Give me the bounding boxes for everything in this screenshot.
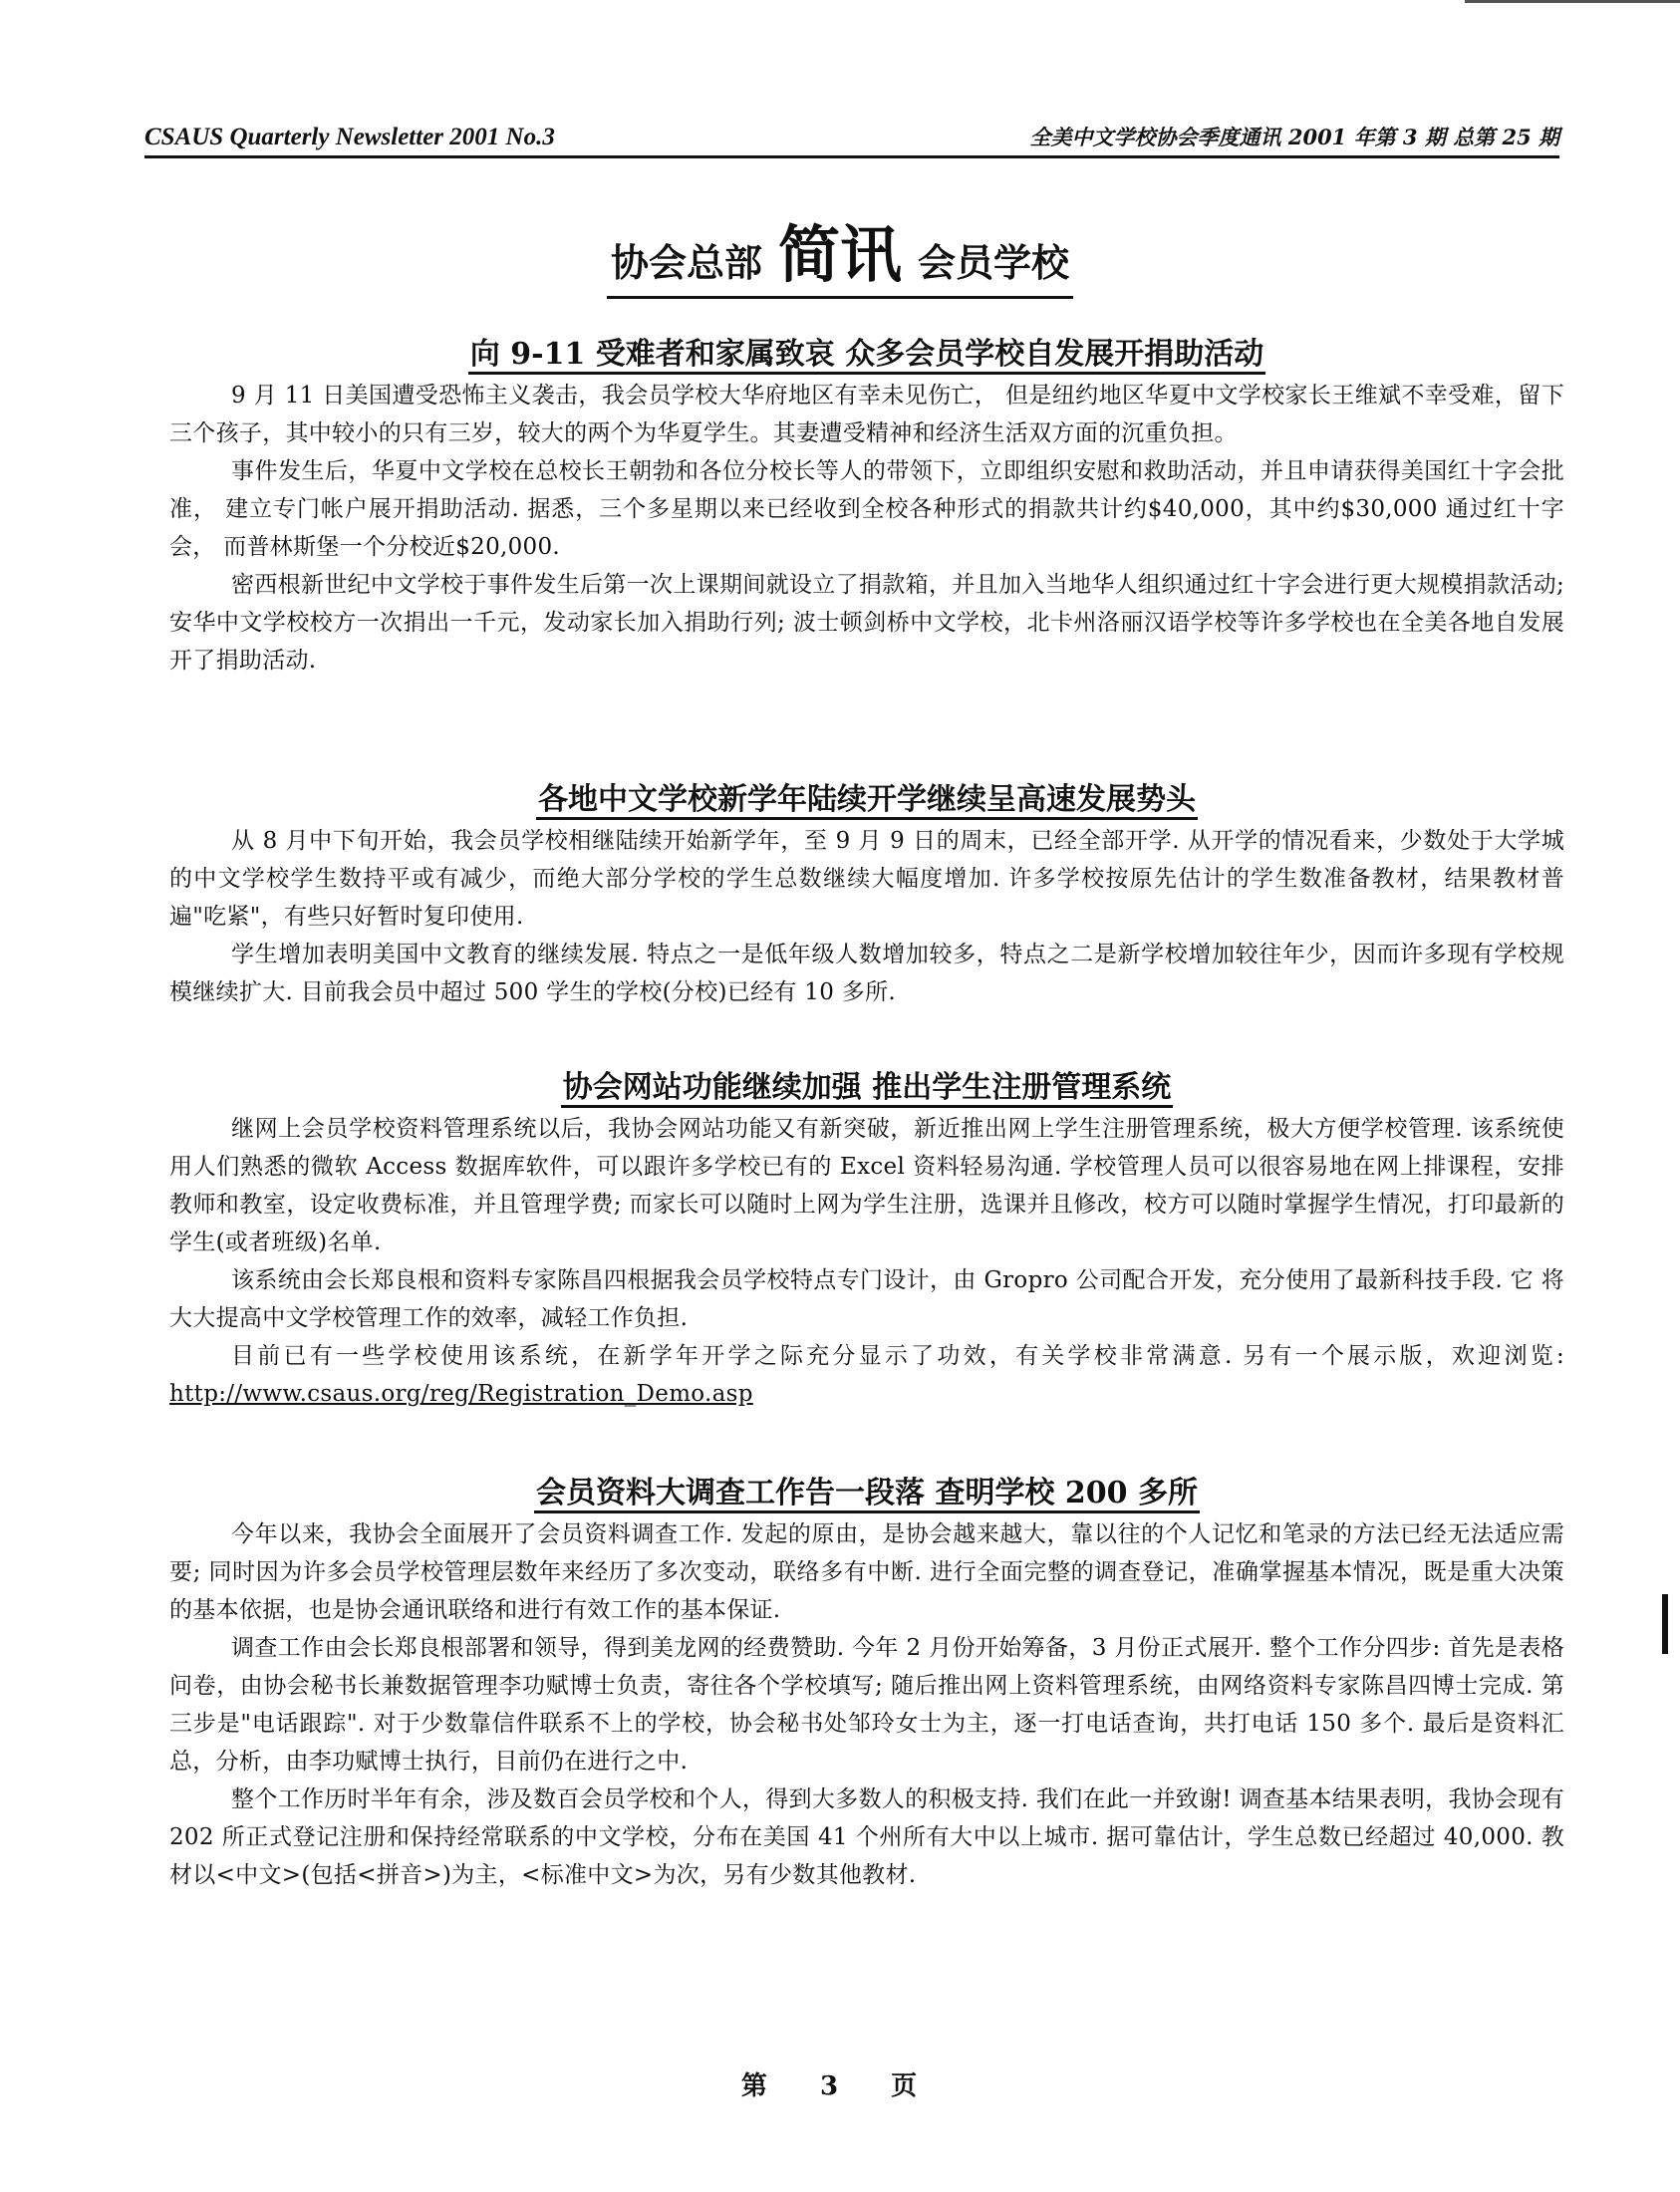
article-paragraph: 学生增加表明美国中文教育的继续发展. 特点之一是低年级人数增加较多，特点之二是新学校增加较往年少，因而许多现有学校规模继续扩大. 目前我会员中超过 500 学生的学校(分校)已经有 10 多所.: [169, 942, 1564, 1005]
article-title: 向 9-11 受难者和家属致哀 众多会员学校自发展开捐助活动: [169, 329, 1564, 373]
masthead: [0, 205, 1680, 299]
masthead-center: 简讯: [777, 218, 902, 291]
article-paragraph: 调查工作由会长郑良根部署和领导，得到美龙网的经费赞助. 今年 2 月份开始筹备，3 月份正式展开. 整个工作分四步: 首先是表格问卷，由协会秘书长兼数据管理李功赋博士负责，寄往各个学校填写; 随后推出网上资料管理系统，由网络资料专家陈昌四博士完成. 第三步是"电话跟踪". 对于少数靠信件联系不上的学校，协会秘书处邹玲女士为主，逐一打电话查询，共打电话 150 多个. 最后是资料汇总，分析，由李功赋博士执行，目前仍在进行之中.: [169, 1635, 1565, 1775]
article-title: 会员资料大调查工作告一段落 查明学校 200 多所: [169, 1468, 1564, 1511]
article-paragraph: 今年以来，我协会全面展开了会员资料调查工作. 发起的原由，是协会越来越大，靠以往的个人记忆和笔录的方法已经无法适应需要; 同时因为许多会员学校管理层数年来经历了多次变动，联络多有中断. 进行全面完整的调查登记，准确掌握基本情况，既是重大决策的基本依据，也是协会通讯联络和进行有效工作的基本保证.: [169, 1521, 1564, 1623]
article-paragraph: 目前已有一些学校使用该系统，在新学年开学之际充分显示了功效，有关学校非常满意. 另有一个展示版，欢迎浏览: http://www.csaus.org/reg/Registration_Demo.asp: [169, 1343, 1564, 1407]
article-paragraph: 该系统由会长郑良根和资料专家陈昌四根据我会员学校特点专门设计，由 Gropro 公司配合开发，充分使用了最新科技手段. 它 将大大提高中文学校管理工作的效率，减轻工作负担.: [169, 1267, 1564, 1331]
page-number: 第 3 页: [740, 2071, 940, 2101]
article-3: [169, 1062, 1564, 1413]
article-paragraph: 从 8 月中下旬开始，我会员学校相继陆续开始新学年，至 9 月 9 日的周末，已经全部开学. 从开学的情况看来，少数处于大学城的中文学校学生数持平或有减少，而绝大部分学校的学生总数继续大幅度增加. 许多学校按原先估计的学生数准备教材，结果教材普遍"吃紧"，有些只好暂时复印使用.: [169, 828, 1564, 930]
demo-link[interactable]: http://www.csaus.org/reg/Registration_Demo.asp: [169, 1381, 753, 1407]
masthead-left: 协会总部: [610, 241, 762, 285]
page-header: [144, 118, 1559, 151]
header-right: 全美中文学校协会季度通讯 2001 年第 3 期 总第 25 期: [1029, 125, 1559, 149]
article-paragraph: 9 月 11 日美国遭受恐怖主义袭击，我会员学校大华府地区有幸未见伤亡， 但是纽约地区华夏中文学校家长王维斌不幸受难，留下三个孩子，其中较小的只有三岁，较大的两个为华夏学生。其妻遭受精神和经济生活双方面的沉重负担。: [169, 383, 1564, 446]
article-paragraph: 事件发生后，华夏中文学校在总校长王朝勃和各位分校长等人的带领下，立即组织安慰和救助活动，并且申请获得美国红十字会批准， 建立专门帐户展开捐助活动. 据悉，三个多星期以来已经收到全校各种形式的捐款共计约$40,000，其中约$30,000 通过红十字会， 而普林斯堡一个分校近$20,000.: [169, 458, 1564, 560]
top-edge-line: [1465, 0, 1680, 3]
article-paragraph: 密西根新世纪中文学校于事件发生后第一次上课期间就设立了捐款箱，并且加入当地华人组织通过红十字会进行更大规模捐款活动; 安华中文学校校方一次捐出一千元，发动家长加入捐助行列; 波士顿剑桥中文学校，北卡州洛丽汉语学校等许多学校也在全美各地自发展开了捐助活动.: [169, 572, 1564, 674]
article-title: 协会网站功能继续加强 推出学生注册管理系统: [169, 1062, 1564, 1106]
margin-mark: [1662, 1594, 1668, 1654]
article-paragraph: 继网上会员学校资料管理系统以后，我协会网站功能又有新突破，新近推出网上学生注册管理系统，极大方便学校管理. 该系统使用人们熟悉的微软 Access 数据库软件，可以跟许多学校已有的 Excel 资料轻易沟通. 学校管理人员可以很容易地在网上排课程，安排教师和教室，设定收费标准，并且管理学费; 而家长可以随时上网为学生注册，选课并且修改，校方可以随时掌握学生情况，打印最新的学生(或者班级)名单.: [169, 1116, 1564, 1255]
article-2: [169, 774, 1564, 1011]
header-left: CSAUS Quarterly Newsletter 2001 No.3: [144, 124, 555, 150]
header-rule: [144, 155, 1559, 158]
masthead-right: 会员学校: [918, 241, 1070, 285]
article-1: [169, 329, 1564, 680]
masthead-underline: [607, 205, 1073, 299]
article-title: 各地中文学校新学年陆续开学继续呈高速发展势头: [169, 774, 1564, 818]
article-4: [169, 1468, 1564, 1894]
article-paragraph: 整个工作历时半年有余，涉及数百会员学校和个人，得到大多数人的积极支持. 我们在此一并致谢! 调查基本结果表明，我协会现有 202 所正式登记注册和保持经常联系的中文学校，分布在美国 41 个州所有大中以上城市. 据可靠估计，学生总数已经超过 40,000. 教材以<中文>(包括<拼音>)为主，<标准中文>为次，另有少数其他教材.: [169, 1786, 1564, 1888]
